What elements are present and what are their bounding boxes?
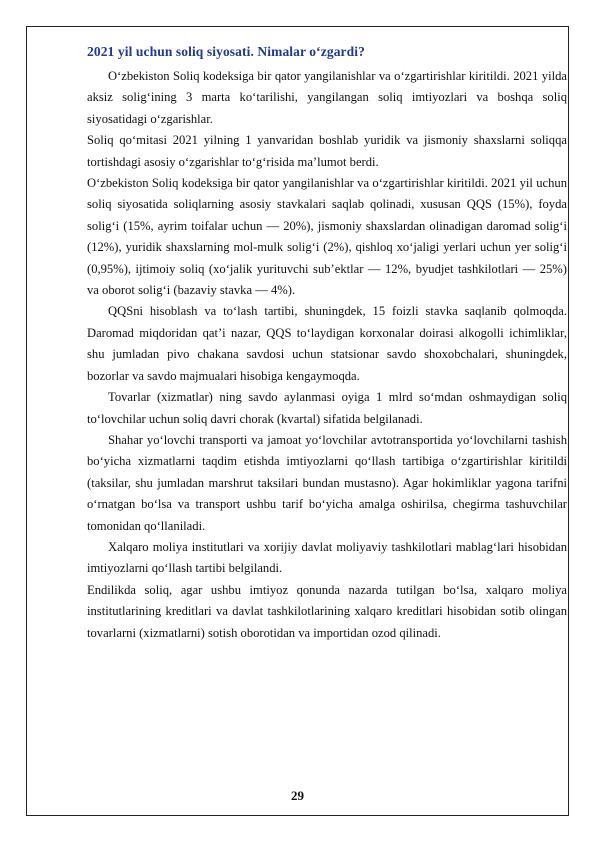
paragraph-6: Shahar yo‘lovchi transporti va jamoat yo‘lovchilar avtotransportida yo‘lovchilarni tashish bo‘yicha xizmatlarni taqdim etishda imtiyozlarni qo‘llash tartibiga o‘zgartirishlar kiritildi (taksilar, shu jumladan marshrut taksilari bundan mustasno). Agar hokimliklar yagona tarifni o‘rnatgan bo‘lsa va transport ushbu tarif bo‘yicha amalga oshirilsa, chegirma tashuvchilar tomonidan qo‘llaniladi. — [87, 432, 567, 533]
document-body — [87, 41, 567, 644]
section-heading: 2021 yil uchun soliq siyosati. Nimalar o‘zgardi? — [87, 44, 365, 59]
paragraph-4: QQSni hisoblash va to‘lash tartibi, shuningdek, 15 foizli stavka saqlanib qolmoqda. Daromad miqdoridan qat’i nazar, QQS to‘laydigan korxonalar doirasi alkogolli ichimliklar, shu jumladan pivo chakana savdosi uchun statsionar savdo shoxobchalari, shuningdek, bozorlar va savdo majmualari hisobiga kengaymoqda. — [87, 304, 567, 383]
paragraph-1: O‘zbekiston Soliq kodeksiga bir qator yangilanishlar va o‘zgartirishlar kiritildi. 2021 yilda aksiz solig‘ining 3 marta ko‘tarilishi, yangilangan soliq imtiyozlari va boshqa soliq siyosatidagi o‘zgarishlar. — [87, 69, 567, 126]
paragraph-7: Xalqaro moliya institutlari va xorijiy davlat moliyaviy tashkilotlari mablag‘lari hisobidan imtiyozlarni qo‘llash tartibi belgilandi. — [87, 539, 567, 576]
paragraph-3: O‘zbekiston Soliq kodeksiga bir qator yangilanishlar va o‘zgartirishlar kiritildi. 2021 yil uchun soliq siyosatida soliqlarning asosiy stavkalari saqlab qolinadi, xususan QQS (15%), foyda solig‘i (15%, ayrim toifalar uchun — 20%), jismoniy shaxslardan olinadigan daromad solig‘i (12%), yuridik shaxslarning mol-mulk solig‘i (2%), qishloq xo‘jaligi yerlari uchun yer solig‘i (0,95%), ijtimoiy soliq (xo‘jalik yurituvchi sub’ektlar — 12%, byudjet tashkilotlari — 25%) va oborot solig‘i (bazaviy stavka — 4%). — [87, 176, 567, 298]
page-number: 29 — [291, 788, 304, 803]
paragraph-5: Tovarlar (xizmatlar) ning savdo aylanmasi oyiga 1 mlrd so‘mdan oshmaydigan soliq to‘lovchilar uchun soliq davri chorak (kvartal) sifatida belgilanadi. — [87, 390, 567, 426]
paragraph-2: Soliq qo‘mitasi 2021 yilning 1 yanvaridan boshlab yuridik va jismoniy shaxslarni soliqqa tortishdagi asosiy o‘zgarishlar to‘g‘risida ma’lumot berdi. — [87, 133, 567, 169]
paragraph-8: Endilikda soliq, agar ushbu imtiyoz qonunda nazarda tutilgan bo‘lsa, xalqaro moliya institutlarining kreditlari va davlat tashkilotlarining xalqaro kreditlari hisobidan sotib olingan tovarlarni (xizmatlarni) sotish oborotidan va importidan ozod qilinadi. — [87, 582, 567, 640]
